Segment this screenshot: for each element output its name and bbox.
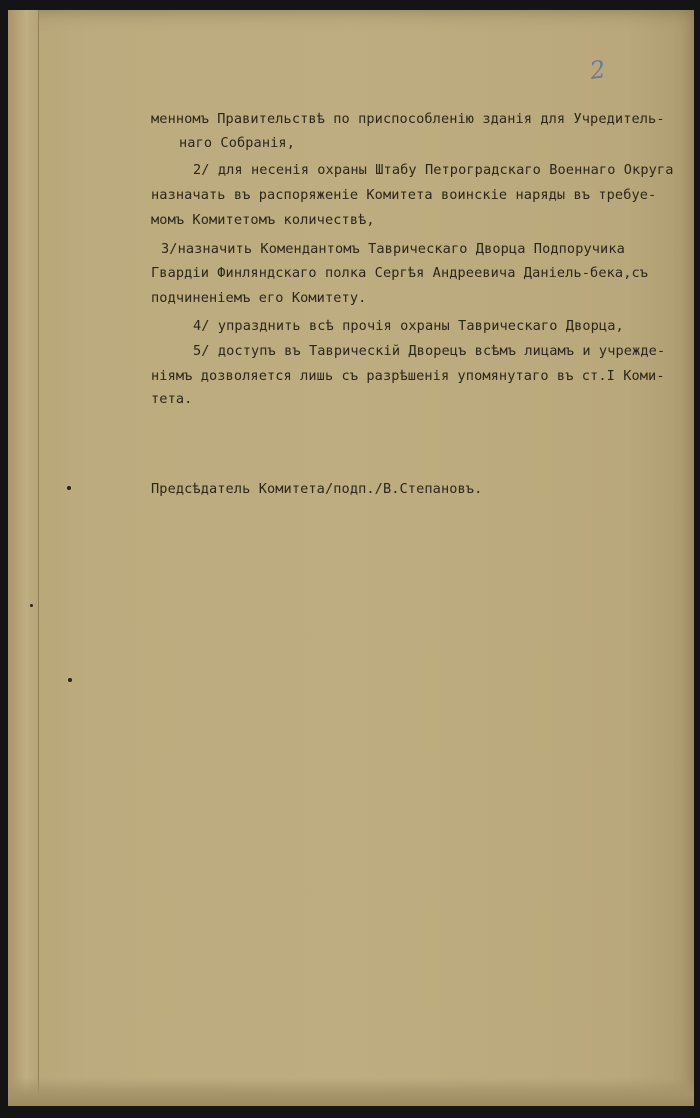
text-line: момъ Комитетомъ количествѣ, xyxy=(151,212,375,228)
worn-bottom-edge xyxy=(8,1078,694,1106)
binding-edge xyxy=(8,10,39,1106)
ink-speck xyxy=(67,486,71,490)
text-line: 4/ упразднить всѣ прочія охраны Таврическаго Дворца, xyxy=(193,318,624,334)
text-line: ніямъ дозволяется лишь съ разрѣшенія упомянутаго въ ст.I Коми- xyxy=(151,368,665,384)
ink-speck xyxy=(68,678,72,682)
text-line: 2/ для несенія охраны Штабу Петроградскаго Военнаго Округа xyxy=(193,162,674,178)
text-line: 3/назначить Комендантомъ Таврическаго Дворца Подпоручика xyxy=(161,241,625,257)
text-line: назначать въ распоряженіе Комитета воинскіе наряды въ требуе- xyxy=(151,187,657,203)
text-line: наго Собранія, xyxy=(179,135,295,151)
text-line: менномъ Правительствѣ по приспособленію зданія для Учредитель- xyxy=(151,111,665,127)
text-line: 5/ доступъ въ Таврическій Дворецъ всѣмъ лицамъ и учрежде- xyxy=(193,343,666,359)
signature-line: Предсѣдатель Комитета/подп./В.Степановъ. xyxy=(151,481,483,497)
ink-speck xyxy=(30,604,33,607)
text-line: Гвардіи Финляндскаго полка Сергѣя Андреевича Даніель-бека,съ xyxy=(151,265,649,281)
text-line: подчиненіемъ его Комитету. xyxy=(151,290,367,306)
handwritten-page-number: 2 xyxy=(588,55,608,85)
text-line: тета. xyxy=(151,391,193,407)
